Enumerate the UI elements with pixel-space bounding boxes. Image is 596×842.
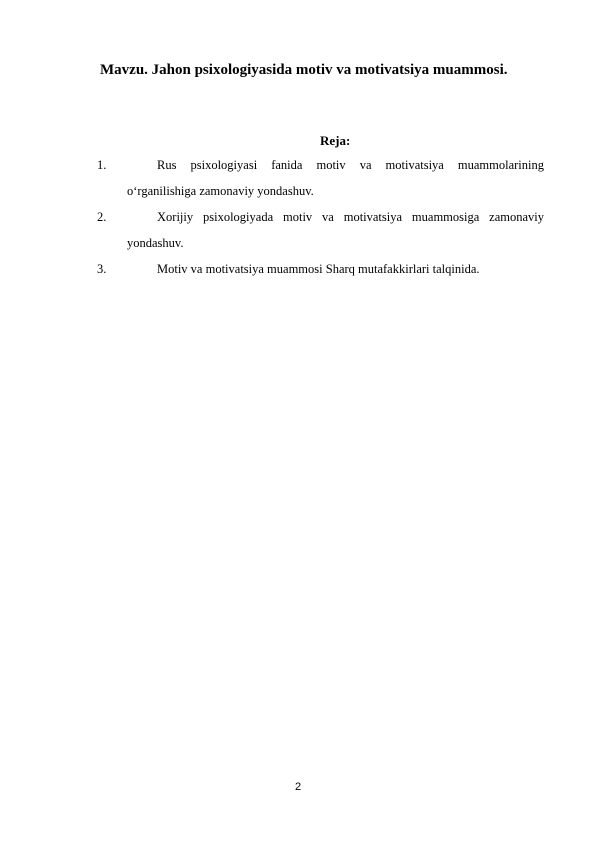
- plan-heading: Reja:: [320, 133, 351, 148]
- plan-item-number: 3.: [97, 262, 107, 276]
- plan-item-1: [97, 152, 544, 204]
- plan-item-number: 1.: [97, 158, 107, 172]
- page-title: Mavzu. Jahon psixologiyasida motiv va motivatsiya muammosi.: [100, 62, 508, 78]
- plan-item-number: 2.: [97, 210, 107, 224]
- page-number: 2: [294, 781, 302, 793]
- plan-item-text: Motiv va motivatsiya muammosi Sharq mutafakkirlari talqinida.: [157, 262, 480, 276]
- plan-list: [97, 152, 544, 282]
- plan-item-2: [97, 204, 544, 256]
- plan-item-text: Rus psixologiyasi fanida motiv va motivatsiya muammolarining o‘rganilishiga zamonaviy yondashuv.: [127, 158, 544, 198]
- plan-item-3: [97, 256, 544, 282]
- plan-item-text: Xorijiy psixologiyada motiv va motivatsiya muammosiga zamonaviy yondashuv.: [127, 210, 544, 250]
